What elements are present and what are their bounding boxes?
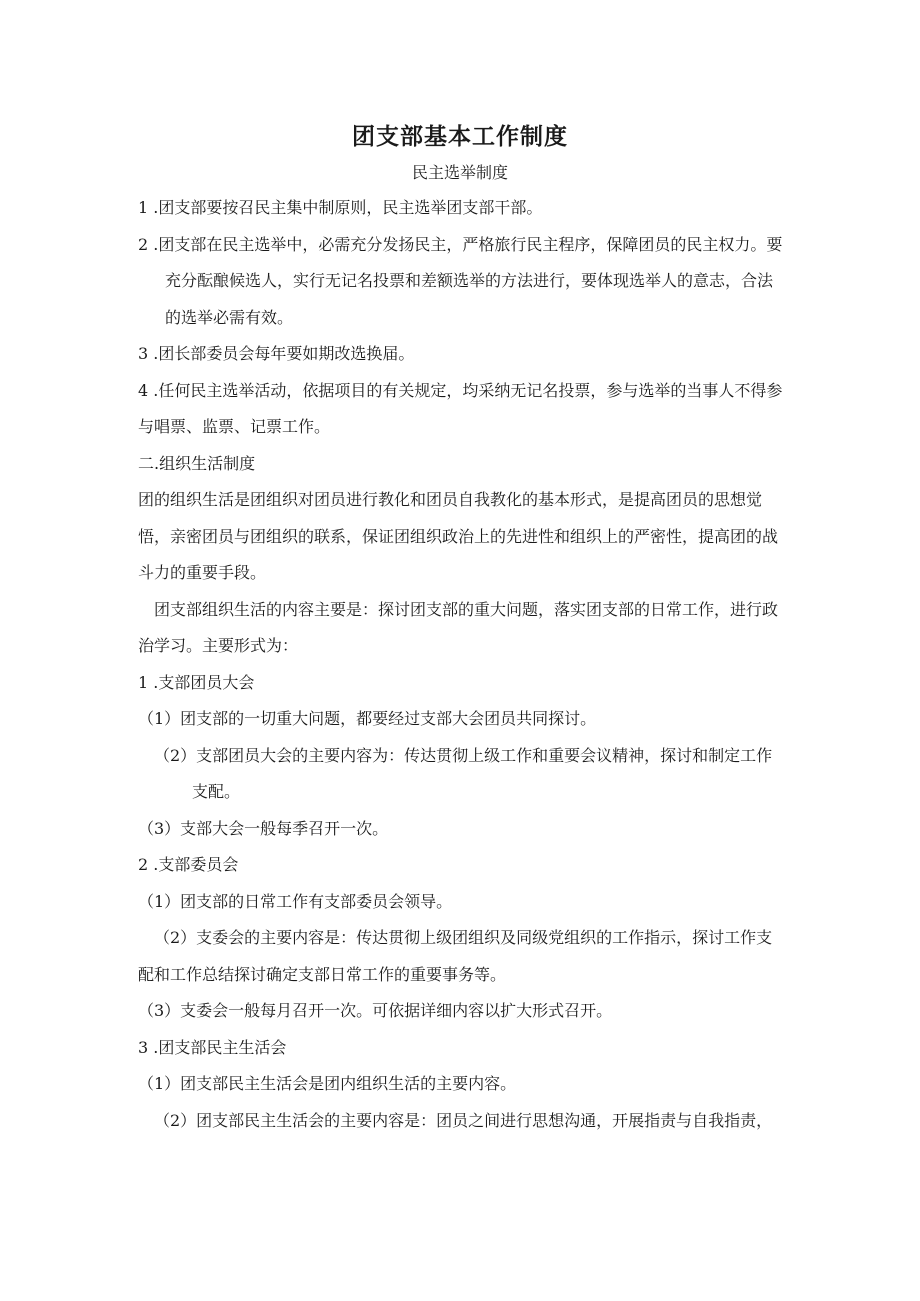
paragraph: 团的组织生活是团组织对团员进行教化和团员自我教化的基本形式，是提高团员的思想觉悟，亲密团员与团组织的联系，保证团组织政治上的先进性和组织上的严密性，提高团的战斗力的重要手段。: [138, 490, 779, 582]
document-subtitle: 民主选举制度: [411, 163, 508, 182]
document-title: 团支部基本工作制度: [352, 124, 568, 150]
list-item: （1）团支部的日常工作有支部委员会领导。: [138, 891, 453, 911]
list-item: （3）支部大会一般每季召开一次。: [138, 818, 389, 838]
paragraph: 团支部组织生活的内容主要是：探讨团支部的重大问题，落实团支部的日常工作，进行政治学习。主要形式为：: [138, 599, 779, 655]
subsection-heading: 1 .支部团员大会: [138, 672, 255, 692]
list-item: （2）支委会的主要内容是：传达贯彻上级团组织及同级党组织的工作指示，探讨工作支配和工作总结探讨确定支部日常工作的重要事务等。: [138, 928, 773, 984]
paragraph: 2 .团支部在民主选举中，必需充分发扬民主，严格旅行民主程序，保障团员的民主权力。要充分酝酿候选人，实行无记名投票和差额选举的方法进行，要体现选举人的意志，合法的选举必需有效。: [138, 234, 783, 327]
list-item: （1）团支部的一切重大问题，都要经过支部大会团员共同探讨。: [138, 709, 597, 728]
list-item: （1）团支部民主生活会是团内组织生活的主要内容。: [138, 1074, 517, 1093]
section-heading: 二.组织生活制度: [138, 453, 256, 473]
paragraph: 3 .团长部委员会每年要如期改选换届。: [138, 344, 415, 363]
list-item: （2）支部团员大会的主要内容为：传达贯彻上级工作和重要会议精神，探讨和制定工作支配。: [154, 745, 773, 801]
document-body: [138, 190, 784, 1139]
subsection-heading: 2 .支部委员会: [138, 855, 239, 874]
paragraph: 1 .团支部要按召民主集中制原则，民主选举团支部干部。: [138, 198, 543, 217]
subsection-heading: 3 .团支部民主生活会: [138, 1037, 287, 1057]
list-item: （2）团支部民主生活会的主要内容是：团员之间进行思想沟通，开展指责与自我指责，: [154, 1110, 773, 1130]
paragraph: 4 .任何民主选举活动，依据项目的有关规定，均采纳无记名投票，参与选举的当事人不得参与唱票、监票、记票工作。: [138, 380, 783, 436]
list-item: （3）支委会一般每月召开一次。可依据详细内容以扩大形式召开。: [138, 1001, 613, 1020]
